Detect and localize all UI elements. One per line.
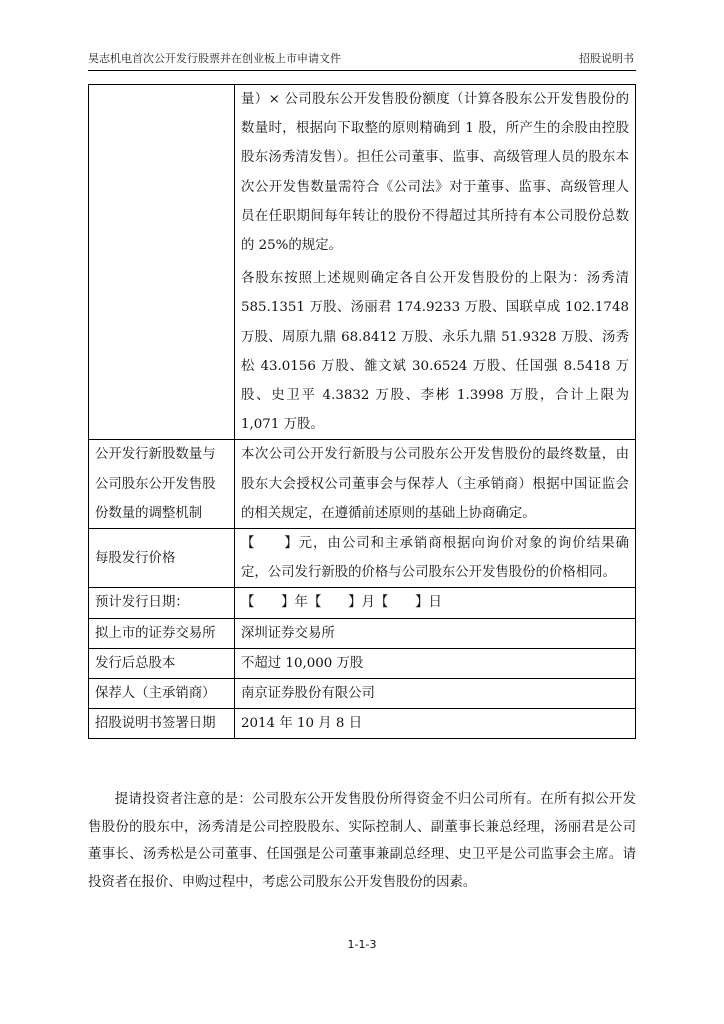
table-paragraph: 各股东按照上述规则确定各自公开发售股份的上限为：汤秀清 585.1351 万股、汤丽君 174.9233 万股、国联卓成 102.1748 万股、周原九鼎 68.8412 万股、永乐九鼎 51.9328 万股、汤秀松 43.0156 万股、雒文斌 30.6524 万股、任国强 8.5418 万股、史卫平 4.3832 万股、李彬 1.3998 万股，合计上限为 1,071 万股。 [241, 271, 629, 433]
table-label-cell: 公开发行新股数量与公司股东公开发售股份数量的调整机制 [89, 440, 235, 529]
table-value-cell: 【 】元，由公司和主承销商根据向询价对象的询价结果确定，公司发行新股的价格与公司股东公开发售股份的价格相同。 [235, 529, 636, 588]
table-label-cell: 每股发行价格 [89, 529, 235, 588]
table-value-cell: 深圳证券交易所 [235, 618, 636, 648]
table-value-cell: 本次公司公开发行新股与公司股东公开发售股份的最终数量，由股东大会授权公司董事会与保荐人（主承销商）根据中国证监会的相关规定，在遵循前述原则的基础上协商确定。 [235, 440, 636, 529]
table-value-cell: 不超过 10,000 万股 [235, 648, 636, 678]
table-label-cell-empty [89, 85, 235, 440]
table-label-cell: 发行后总股本 [89, 648, 235, 678]
table-row [89, 440, 636, 529]
table-label-cell: 保荐人（主承销商） [89, 679, 235, 709]
table-label-cell: 招股说明书签署日期 [89, 709, 235, 739]
table-row [89, 529, 636, 588]
table-label-cell: 拟上市的证券交易所 [89, 618, 235, 648]
table-value-cell: 南京证券股份有限公司 [235, 679, 636, 709]
table-value-cell: 2014 年 10 月 8 日 [235, 709, 636, 739]
table-label-cell: 预计发行日期： [89, 588, 235, 618]
header-document-title: 昊志机电首次公开发行股票并在创业板上市申请文件 [88, 52, 341, 65]
table-row [89, 709, 636, 739]
table-row [89, 588, 636, 618]
header-section-title: 招股说明书 [579, 52, 634, 65]
table-row [89, 618, 636, 648]
investor-notice-paragraph: 提请投资者注意的是：公司股东公开发售股份所得资金不归公司所有。在所有拟公开发售股份的股东中，汤秀清是公司控股股东、实际控制人、副董事长兼总经理，汤丽君是公司董事长、汤秀松是公司董事、任国强是公司董事兼副总经理、史卫平是公司监事会主席。请投资者在报价、申购过程中，考虑公司股东公开发售股份的因素。 [88, 792, 636, 890]
offering-info-table [88, 84, 636, 739]
page-number: 1-1-3 [347, 938, 377, 951]
table-value-cell [235, 85, 636, 440]
table-row [89, 679, 636, 709]
table-value-cell: 【 】年【 】月【 】日 [235, 588, 636, 618]
header-rule [88, 70, 636, 71]
table-row [89, 648, 636, 678]
table-paragraph: 量）× 公司股东公开发售股份额度（计算各股东公开发售股份的数量时，根据向下取整的原则精确到 1 股，所产生的余股由控股股东汤秀清发售）。担任公司董事、监事、高级管理人员的股东本次公开发售数量需符合《公司法》对于董事、监事、高级管理人员在任职期间每年转让的股份不得超过其所持有本公司股份总数的 25%的规定。 [241, 92, 629, 254]
table-row-continued [89, 85, 636, 440]
page-header [88, 50, 634, 66]
